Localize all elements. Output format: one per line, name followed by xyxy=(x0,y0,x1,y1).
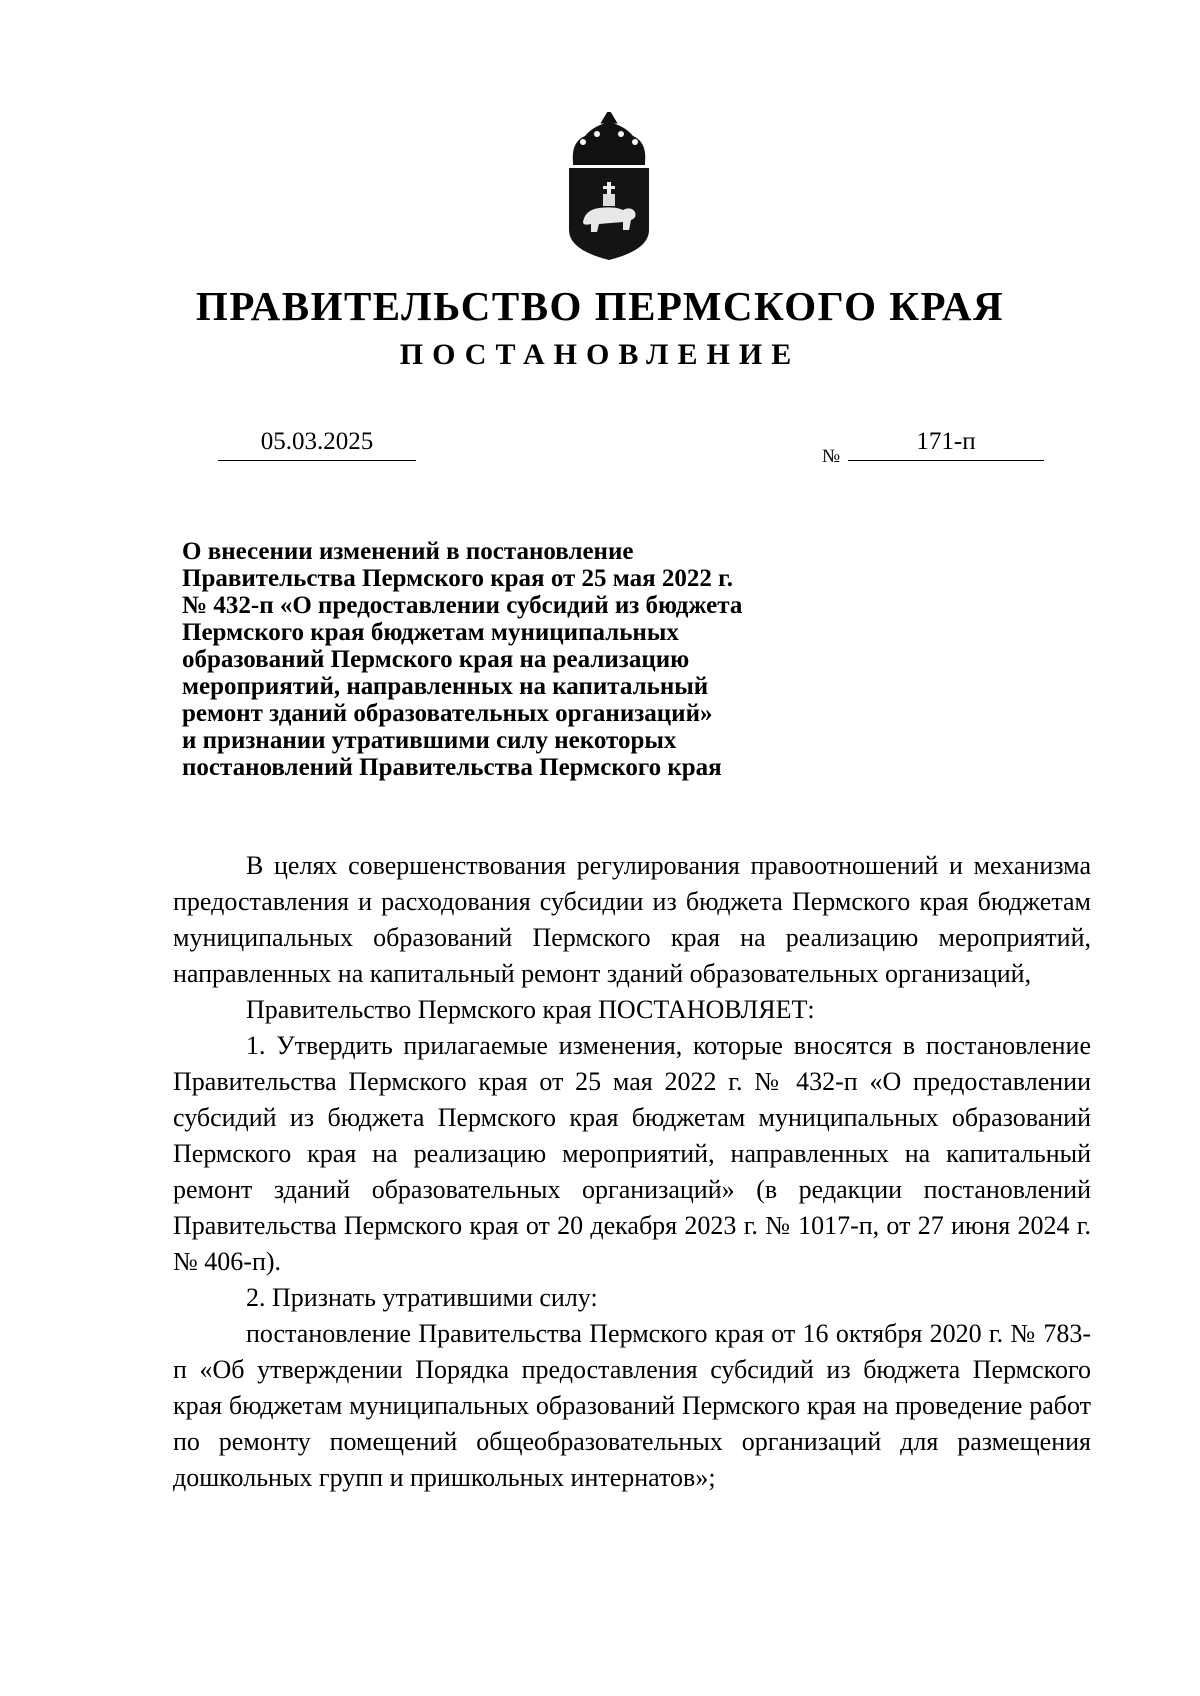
subject-line: постановлений Правительства Пермского края xyxy=(182,754,722,781)
subject-line: № 432-п «О предоставлении субсидий из бюджета xyxy=(182,592,743,619)
organization-title: ПРАВИТЕЛЬСТВО ПЕРМСКОГО КРАЯ xyxy=(195,283,1005,329)
item-2-paragraph: 2. Признать утратившими силу: xyxy=(246,1283,598,1312)
subject-line: образований Пермского края на реализацию xyxy=(182,646,690,673)
coat-of-arms-emblem xyxy=(563,112,655,262)
item-2-1-paragraph: постановление Правительства Пермского края от 16 октября 2020 г. № 783-п «Об утверждении Порядка предоставления субсидий из бюджета Пермского края бюджетам муниципальных образований Пермского края на проведение работ по ремонту помещений общеобразовательных организаций для размещения дошкольных групп и пришкольных интернатов»; xyxy=(173,1319,1091,1492)
number-sign: № xyxy=(822,446,841,467)
document-subject xyxy=(182,538,842,781)
subject-line: и признании утратившими силу некоторых xyxy=(182,727,677,754)
subject-line: Пермского края бюджетам муниципальных xyxy=(182,619,679,646)
subject-line: ремонт зданий образовательных организаций» xyxy=(182,700,713,727)
item-1-paragraph: 1. Утвердить прилагаемые изменения, которые вносятся в постановление Правительства Пермского края от 25 мая 2022 г. № 432-п «О предоставлении субсидий из бюджета Пермского края бюджетам муниципальных образований Пермского края на реализацию мероприятий, направленных на капитальный ремонт зданий образовательных организаций» (в редакции постановлений Правительства Пермского края от 20 декабря 2023 г. № 1017-п, от 27 июня 2024 г. № 406-п). xyxy=(173,1031,1091,1276)
document-body xyxy=(173,848,1091,1496)
subject-line: мероприятий, направленных на капитальный xyxy=(182,673,709,700)
document-number: 171-п xyxy=(848,428,1044,461)
document-date: 05.03.2025 xyxy=(218,428,416,461)
document-type: ПОСТАНОВЛЕНИЕ xyxy=(399,338,801,371)
preamble-paragraph: В целях совершенствования регулирования правоотношений и механизма предоставления и расходования субсидии из бюджета Пермского края бюджетам муниципальных образований Пермского края на реализацию мероприятий, направленных на капитальный ремонт зданий образовательных организаций, xyxy=(173,851,1091,988)
subject-line: О внесении изменений в постановление xyxy=(182,538,634,565)
resolves-paragraph: Правительство Пермского края ПОСТАНОВЛЯЕТ: xyxy=(246,995,815,1024)
subject-line: Правительства Пермского края от 25 мая 2022 г. xyxy=(182,565,733,592)
